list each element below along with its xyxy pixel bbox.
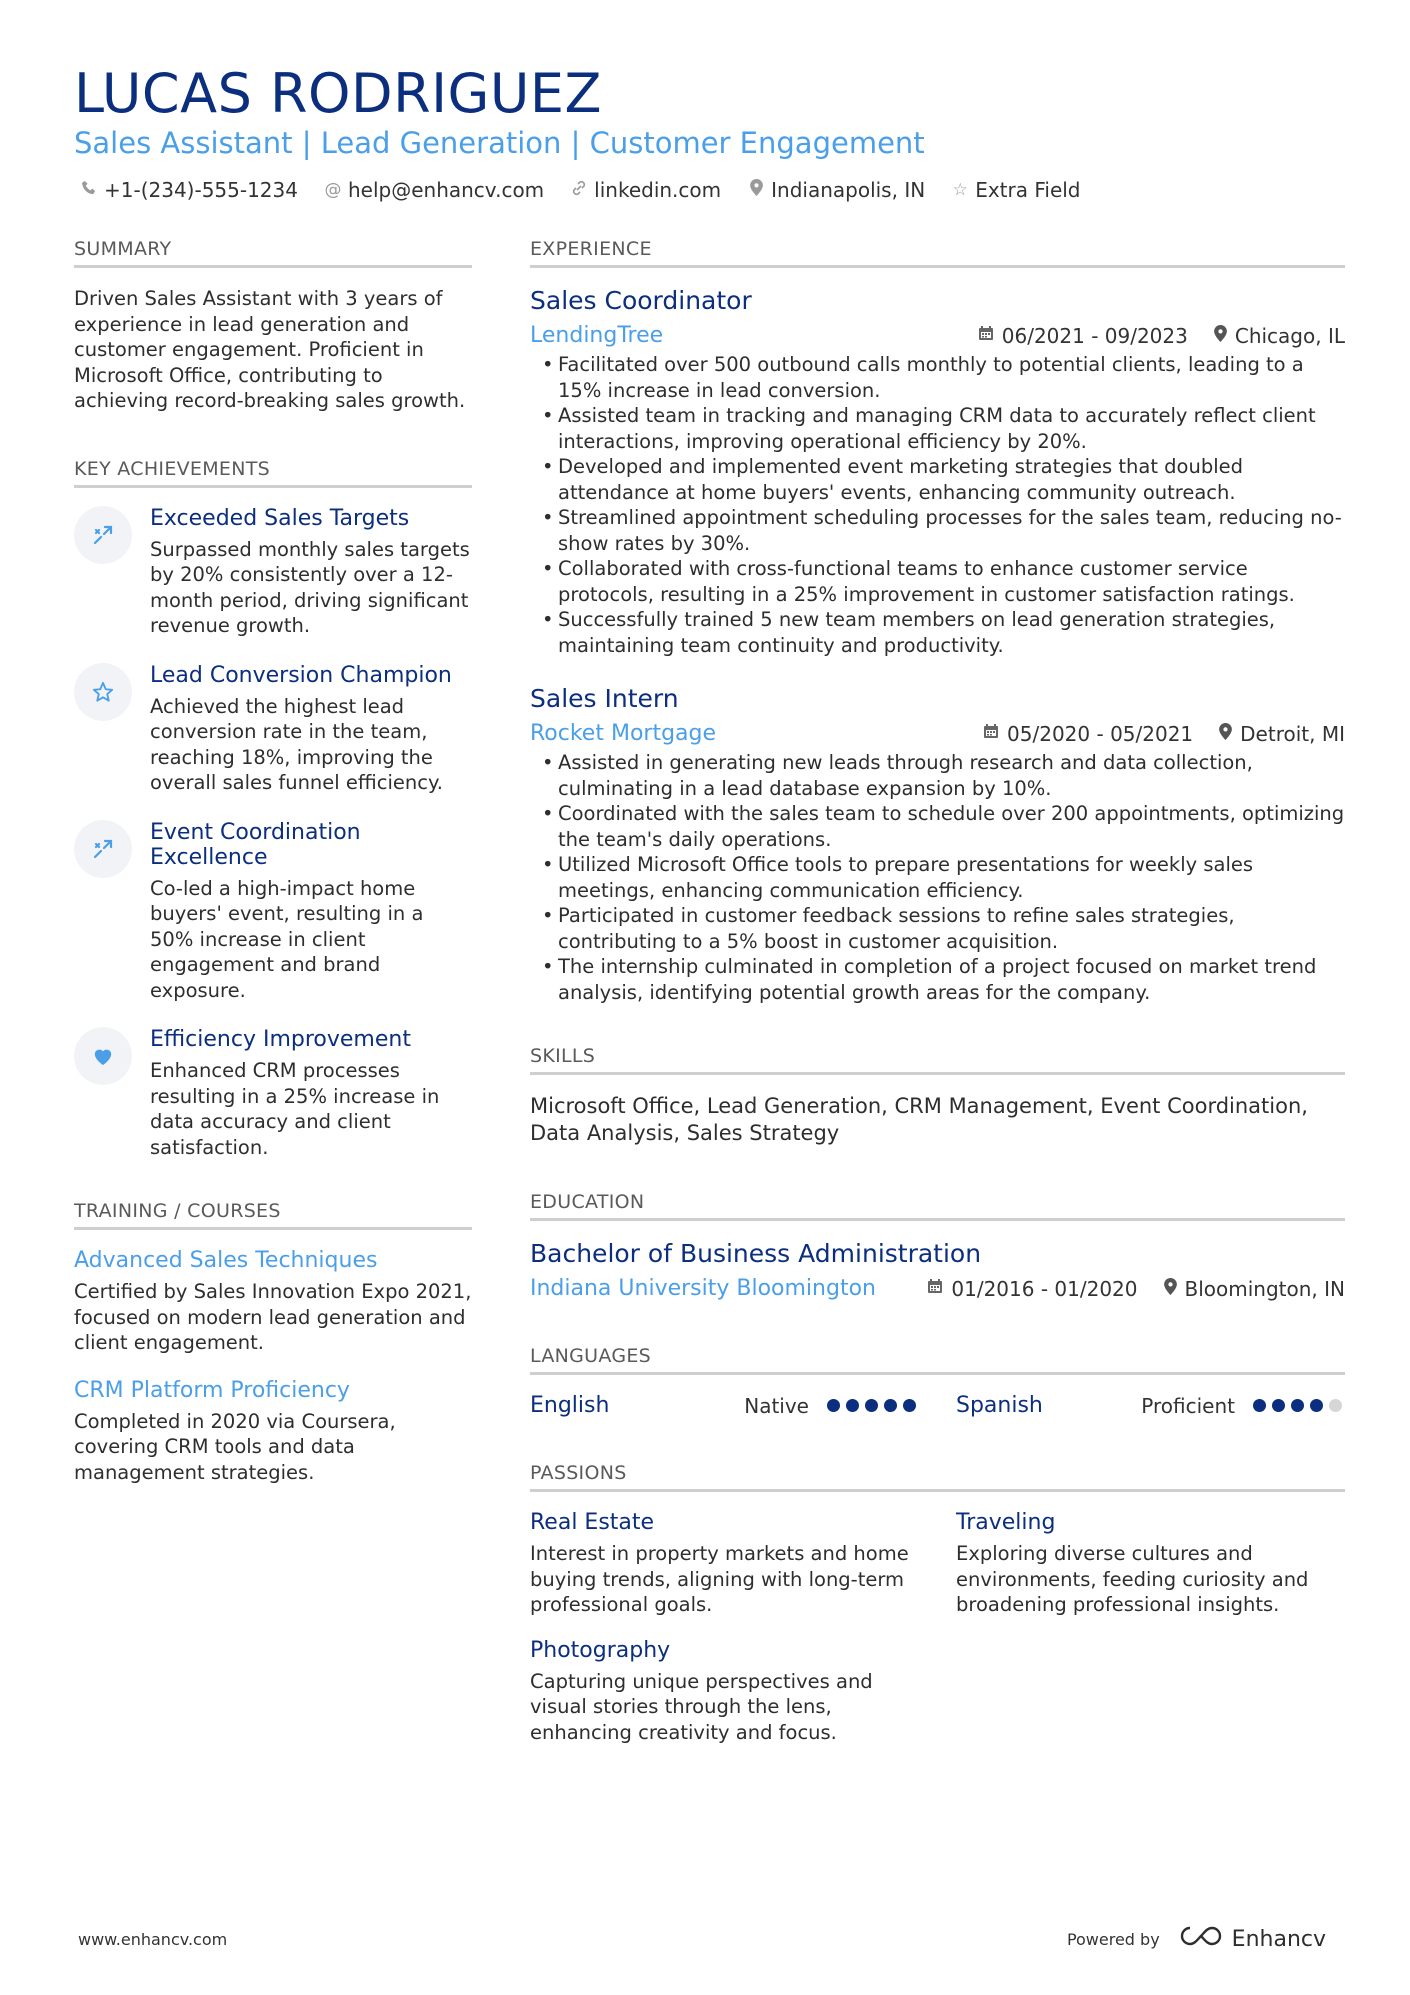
job-location <box>1214 324 1345 348</box>
rating-dot <box>1291 1399 1304 1412</box>
job-meta <box>530 721 1345 746</box>
job-bullets <box>530 352 1345 658</box>
job-bullet: • Assisted team in tracking and managing CRM data to accurately reflect client interactions, improving operational efficiency by 20%. <box>542 403 1345 454</box>
achievement-title: Event Coordination Excellence <box>150 819 361 870</box>
course-item <box>74 1378 472 1486</box>
language-rating <box>827 1399 916 1412</box>
link-icon <box>570 180 588 201</box>
language-name: Spanish <box>956 1393 1043 1418</box>
languages-heading: LANGUAGES <box>530 1345 1345 1375</box>
job-location <box>1219 722 1345 746</box>
rating-dot <box>1253 1399 1266 1412</box>
school-name: Indiana University Bloomington <box>530 1276 876 1301</box>
education-dates-text: 01/2016 - 01/2020 <box>951 1276 1138 1301</box>
rating-dot <box>827 1399 840 1412</box>
achievement-item <box>74 506 472 639</box>
calendar-icon <box>978 325 994 346</box>
job-bullet: • Collaborated with cross-functional teams to enhance customer service protocols, resulting in a 25% improvement in customer satisfaction ratings. <box>542 556 1345 607</box>
course-item <box>74 1248 472 1356</box>
enhancv-logo[interactable] <box>1178 1924 1326 1954</box>
skills-heading: SKILLS <box>530 1045 1345 1075</box>
experience-heading: EXPERIENCE <box>530 238 1345 268</box>
language-level: Native <box>744 1393 809 1418</box>
language-item <box>956 1393 1342 1418</box>
language-name: English <box>530 1393 610 1418</box>
candidate-name: LUCAS RODRIGUEZ <box>74 62 603 125</box>
job-dates-text: 05/2020 - 05/2021 <box>1007 721 1194 746</box>
contact-linkedin-text: linkedin.com <box>594 178 722 202</box>
job-bullet: • Assisted in generating new leads through research and data collection, culminating in a lead database expansion by 10%. <box>542 750 1345 801</box>
passion-text: Exploring diverse cultures and environments, feeding curiosity and broadening professional insights. <box>956 1542 1309 1616</box>
contact-phone-text: +1-(234)-555-1234 <box>104 178 298 202</box>
course-title: Advanced Sales Techniques <box>74 1248 378 1273</box>
footer-branding <box>1067 1924 1326 1954</box>
heart-icon <box>74 1027 132 1085</box>
rating-dot <box>1310 1399 1323 1412</box>
job-meta-right <box>983 722 1345 746</box>
passion-text: Capturing unique perspectives and visual stories through the lens, enhancing creativity and focus. <box>530 1669 873 1744</box>
phone-icon <box>80 180 98 200</box>
summary-section <box>74 238 472 414</box>
achievement-text: Enhanced CRM processes resulting in a 25% increase in data accuracy and client satisfaction. <box>150 1059 440 1159</box>
achievement-text: Co-led a high-impact home buyers' event, resulting in a 50% increase in client engagement and brand exposure. <box>150 876 424 1002</box>
passion-item <box>530 1510 916 1618</box>
job-title: Sales Coordinator <box>530 286 752 315</box>
calendar-icon <box>983 723 999 744</box>
contact-email-text: help@enhancv.com <box>347 178 545 202</box>
training-heading: TRAINING / COURSES <box>74 1200 472 1230</box>
job-bullet: • Utilized Microsoft Office tools to prepare presentations for weekly sales meetings, enhancing communication efficiency. <box>542 852 1345 903</box>
job-dates <box>978 324 1188 348</box>
achievement-title: Efficiency Improvement <box>150 1027 411 1052</box>
course-text: Certified by Sales Innovation Expo 2021, focused on modern lead generation and client engagement. <box>74 1280 472 1354</box>
language-rating <box>1253 1399 1342 1412</box>
achievement-text: Surpassed monthly sales targets by 20% consistently over a 12-month period, driving significant revenue growth. <box>150 537 470 637</box>
job-bullet: • Successfully trained 5 new team members on lead generation strategies, maintaining team continuity and productivity. <box>542 607 1345 658</box>
degree-title: Bachelor of Business Administration <box>530 1239 982 1268</box>
job-bullet: • Coordinated with the sales team to schedule over 200 appointments, optimizing the team's daily operations. <box>542 801 1345 852</box>
passions-list <box>530 1510 1345 1745</box>
job-meta-right <box>978 324 1345 348</box>
training-section <box>74 1200 472 1485</box>
education-location <box>1164 1277 1346 1301</box>
passion-text: Interest in property markets and home buying trends, aligning with long-term professional goals. <box>530 1542 909 1616</box>
contact-extra <box>951 178 1080 202</box>
summary-heading: SUMMARY <box>74 238 472 268</box>
job-title: Sales Intern <box>530 684 679 713</box>
education-section <box>530 1191 1345 1301</box>
course-text: Completed in 2020 via Coursera, covering CRM tools and data management strategies. <box>74 1409 396 1484</box>
contact-extra-text: Extra Field <box>975 178 1081 202</box>
passion-item <box>956 1510 1342 1618</box>
rating-dot <box>884 1399 897 1412</box>
rating-dot <box>846 1399 859 1412</box>
passion-title: Traveling <box>956 1510 1056 1535</box>
skills-section <box>530 1045 1345 1147</box>
job-bullet: • Streamlined appointment scheduling processes for the sales team, reducing no-show rates by 30%. <box>542 505 1345 556</box>
calendar-icon <box>927 1278 943 1299</box>
skills-text: Microsoft Office, Lead Generation, CRM Management, Event Coordination, Data Analysis, Sales Strategy <box>530 1094 1308 1145</box>
footer-website[interactable]: www.enhancv.com <box>78 1930 228 1949</box>
powered-by-label: Powered by <box>1066 1929 1160 1949</box>
company-name: LendingTree <box>530 323 664 348</box>
passion-item <box>530 1638 916 1746</box>
brand-name: Enhancv <box>1231 1926 1326 1952</box>
language-item <box>530 1393 916 1418</box>
achievements-heading: KEY ACHIEVEMENTS <box>74 458 472 488</box>
education-location-text: Bloomington, IN <box>1184 1276 1345 1301</box>
achievement-text: Achieved the highest lead conversion rate in the team, reaching 18%, improving the overall sales funnel efficiency. <box>150 694 443 794</box>
location-icon <box>1164 1278 1177 1300</box>
achievement-title: Exceeded Sales Targets <box>150 505 410 531</box>
language-level: Proficient <box>1141 1393 1235 1418</box>
job-bullet: • Developed and implemented event marketing strategies that doubled attendance at home buyers' events, enhancing community outreach. <box>542 454 1345 505</box>
contact-linkedin[interactable] <box>570 178 721 202</box>
job-entry <box>530 684 1345 1005</box>
languages-list <box>530 1393 1345 1418</box>
job-dates <box>983 722 1193 746</box>
achievement-title: Lead Conversion Champion <box>150 662 452 688</box>
job-location-text: Chicago, IL <box>1234 323 1345 348</box>
passions-heading: PASSIONS <box>530 1462 1345 1492</box>
star-icon: ☆ <box>952 180 968 200</box>
job-meta <box>530 323 1345 348</box>
location-icon <box>1214 325 1227 347</box>
education-dates <box>927 1277 1137 1301</box>
contact-location-text: Indianapolis, IN <box>771 178 926 202</box>
contact-phone[interactable] <box>80 178 298 202</box>
location-icon <box>1219 723 1232 745</box>
right-column <box>530 238 1345 1745</box>
rating-dot <box>903 1399 916 1412</box>
rating-dot <box>865 1399 878 1412</box>
job-bullet: • Facilitated over 500 outbound calls monthly to potential clients, leading to a 15% increase in lead conversion. <box>542 352 1345 403</box>
contact-email[interactable] <box>324 178 544 202</box>
passion-title: Photography <box>530 1637 671 1663</box>
passions-section <box>530 1462 1345 1745</box>
experience-section <box>530 238 1345 1005</box>
job-bullet: • Participated in customer feedback sessions to refine sales strategies, contributing to a 5% boost in customer acquisition. <box>542 903 1345 954</box>
star-icon <box>74 663 132 721</box>
education-meta <box>530 1276 1345 1301</box>
left-column <box>74 238 472 1507</box>
job-location-text: Detroit, MI <box>1240 721 1345 746</box>
company-name: Rocket Mortgage <box>530 721 717 746</box>
job-bullets <box>530 750 1345 1005</box>
contact-bar <box>80 178 1081 202</box>
education-meta-right <box>927 1277 1345 1301</box>
trend-icon <box>74 506 132 564</box>
trend-icon <box>74 820 132 878</box>
job-entry <box>530 286 1345 658</box>
summary-text: Driven Sales Assistant with 3 years of experience in lead generation and customer engagement. Proficient in Microsoft Office, contributing to achieving record-breaking sales growth. <box>74 287 466 412</box>
location-icon <box>747 179 765 201</box>
achievement-item <box>74 1027 472 1160</box>
at-icon: @ <box>324 180 342 200</box>
contact-location <box>747 178 925 202</box>
passion-title: Real Estate <box>530 1510 655 1535</box>
achievement-item <box>74 820 472 1004</box>
rating-dot <box>1272 1399 1285 1412</box>
course-title: CRM Platform Proficiency <box>74 1377 350 1403</box>
job-bullet: • The internship culminated in completion of a project focused on market trend analysis, identifying potential growth areas for the company. <box>542 954 1345 1005</box>
infinity-icon <box>1178 1924 1224 1954</box>
job-dates-text: 06/2021 - 09/2023 <box>1001 323 1188 348</box>
rating-dot <box>1329 1399 1342 1412</box>
achievements-section <box>74 458 472 1161</box>
achievement-item <box>74 663 472 796</box>
languages-section <box>530 1345 1345 1418</box>
education-heading: EDUCATION <box>530 1191 1345 1221</box>
headline: Sales Assistant | Lead Generation | Customer Engagement <box>74 126 925 160</box>
